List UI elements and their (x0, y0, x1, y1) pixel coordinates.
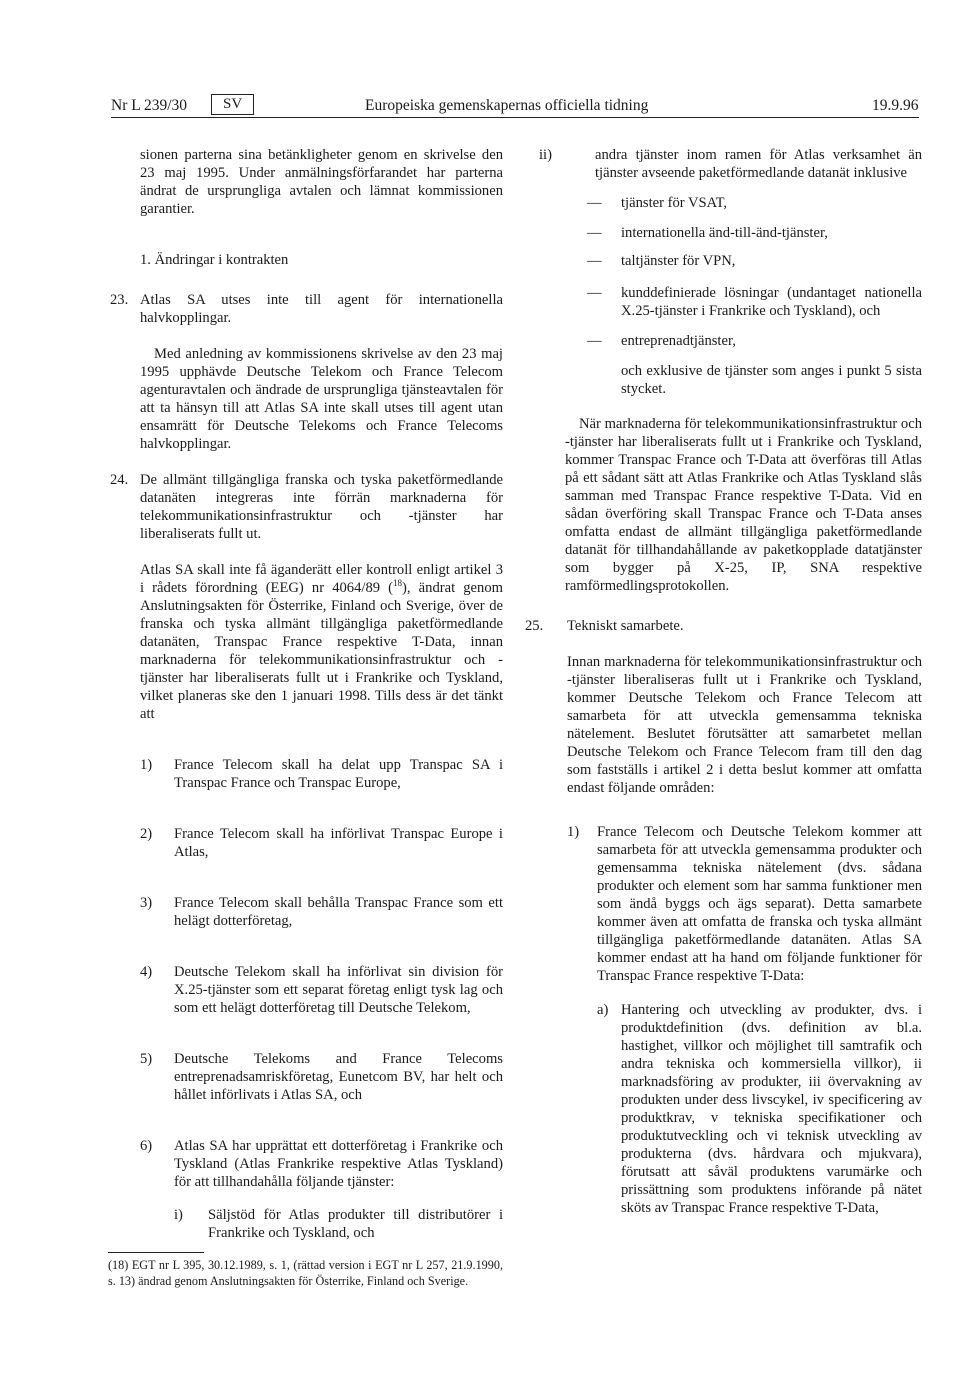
dash-mark: — (587, 225, 602, 241)
list-item-text: France Telecom skall ha införlivat Transpac Europe i Atlas, (174, 826, 503, 860)
list-item-label: 1) (140, 757, 153, 773)
list-item (140, 1137, 503, 1191)
paragraph-number: 23. (110, 292, 129, 308)
infrastructure-paragraph: När marknaderna för telekommunikationsinfrastruktur och -tjänster har liberaliserats fullt ut i Frankrike och Tyskland, kommer Transpac France och T-Data att överföras till Atlas på ett sådant sätt att Atlas Frankrike och Atlas Tyskland slås samman med Transpac France respektive T-Data. Vid en sådan överföring skall Transpac France och T-Data anses omfatta endast de allmänt tillgängliga paketförmedlande datanät för tillhandahållande av paketkopplade datatjänster som bygger på X-25, IP, SNA respektive ramförmedlingsprotokollen. (565, 416, 922, 594)
sub-list-item-text: Säljstöd för Atlas produkter till distributörer i Frankrike och Tyskland, och (208, 1207, 503, 1241)
sub-list-item (597, 1001, 922, 1217)
right-column (525, 146, 922, 1217)
sub-list-item-label: i) (174, 1207, 183, 1223)
list-item (140, 825, 503, 861)
dash-mark: — (587, 195, 602, 211)
paragraph-25 (525, 617, 922, 635)
sub-list-item-label: a) (597, 1002, 609, 1018)
journal-reference: Nr L 239/30 (111, 97, 188, 114)
paragraph-24-body (140, 561, 503, 723)
list-item-text: Deutsche Telekom skall ha införlivat sin division för X.25-tjänster som ett separat företag enligt tysk lag och som ett helägt dotterföretag till Deutsche Telekom, (174, 964, 503, 1016)
list-item-label: 3) (140, 895, 153, 911)
list-item-text: andra tjänster inom ramen för Atlas verksamhet än tjänster avseende paketförmedlande datanät inklusive (595, 147, 922, 181)
paragraph-23 (110, 291, 503, 327)
header-divider (111, 117, 919, 118)
paragraph-25-body: Innan marknaderna för telekommunikationsinfrastruktur och -tjänster liberaliseras fullt ut i Frankrike och Tyskland, kommer Deutsche Telekom och France Telecom att samarbeta för att utveckla gemensamma tekniska nätelement. Beslutet förutsätter att samarbetet mellan Deutsche Telekom och France Telecom fram till den dag som fastställs i artikel 2 i detta beslut kommer att omfatta endast följande områden: (567, 654, 922, 796)
paragraph-24 (110, 471, 503, 543)
paragraph-number: 25. (525, 618, 544, 634)
paragraph-23-body: Med anledning av kommissionens skrivelse av den 23 maj 1995 upphävde Deutsche Telekom och France Telecom agenturavtalen och ändrade de ursprungliga tjänsteavtalen för att ta hänsyn till att Atlas SA inte skall utses till agent utan ensamrätt för Deutsche Telekoms och France Telecoms halvkopplingar. (140, 346, 503, 452)
list-item-label: 4) (140, 964, 153, 980)
left-column (110, 146, 503, 1242)
list-item-label: 6) (140, 1138, 153, 1154)
list-item-text: France Telecom skall ha delat upp Transpac SA i Transpac France och Transpac Europe, (174, 757, 503, 791)
dash-text: entreprenadtjänster, (621, 333, 736, 349)
dash-text: tjänster för VSAT, (621, 195, 728, 211)
paragraph-25-heading: Tekniskt samarbete. (567, 618, 684, 634)
dash-mark: — (587, 333, 602, 349)
sub-list-item-text: Hantering och utveckling av produkter, dvs. i produktdefinition (dvs. definition av bl.a. hastighet, villkor och möjlighet till samtrafik och andra tekniska och kommersiella villkor), ii marknadsföring av produkter, iii övervakning av produkten under dess livscykel, iv specificering av produktkrav, v tekniska specifikationer och produktutveckling och vi teknisk utveckling av produkterna (dvs. hårdvara och mjukvara), förutsatt att såväl produktens varumärke och prissättning som produktens införande på nätet sköts av Transpac France respektive T-Data, (621, 1002, 922, 1216)
list-item (140, 756, 503, 792)
list-item-text: France Telecom och Deutsche Telekom kommer att samarbeta för att utveckla gemensamma produkter och gemensamma tekniska nätelement (dvs. sådana produkter och element som har samma funktioner men som ändå byggs och ägs separat). Detta samarbete kommer även att omfatta de franska och tyska allmänt tillgängliga paketförmedlande datanäten. Atlas SA kommer endast att ha hand om följande funktioner för Transpac France respektive T-Data: (597, 824, 922, 984)
footnote-text: EGT nr L 395, 30.12.1989, s. 1, (rättad version i EGT nr L 257, 21.9.1990, s. 13) ändrad genom Anslutningsakten för Österrike, Finland och Sverige. (108, 1258, 503, 1288)
list-item-ii-tail: och exklusive de tjänster som anges i punkt 5 sista stycket. (621, 363, 922, 397)
dash-item (587, 252, 922, 270)
list-item-text: Atlas SA har upprättat ett dotterföretag i Frankrike och Tyskland (Atlas Frankrike respektive Atlas Tyskland) för att tillhandahålla följande tjänster: (174, 1138, 503, 1190)
list-item-text: France Telecom skall behålla Transpac France som ett helägt dotterföretag, (174, 895, 503, 929)
footnote-marker: (18) (108, 1258, 129, 1272)
dash-item (587, 194, 922, 212)
intro-paragraph: sionen parterna sina betänkligheter genom en skrivelse den 23 maj 1995. Under anmälningsförfarandet har parterna ändrat de ursprungliga avtalen och lämnat kommissionen garantier. (140, 147, 503, 217)
footnote-reference[interactable]: 18 (393, 578, 403, 589)
paragraph-24-body-a: Atlas SA skall inte få äganderätt eller kontroll enligt artikel 3 i rådets förordning (EEG) nr 4064/89 ( (140, 562, 503, 596)
list-item-text: Deutsche Telekoms and France Telecoms entreprenadsamriskföretag, Eunetcom BV, har helt och hållet införlivats i Atlas SA, och (174, 1051, 503, 1103)
dash-mark: — (587, 285, 602, 301)
paragraph-24-lead: De allmänt tillgängliga franska och tyska paketförmedlande datanäten integreras inte förrän marknaderna för telekommunikationsinfrastruktur och -tjänster har liberaliserats fullt ut. (140, 472, 503, 542)
list-item-ii (539, 146, 922, 182)
list-item (567, 823, 922, 985)
dash-text: taltjänster för VPN, (621, 253, 736, 269)
dash-item (587, 224, 922, 242)
publication-date: 19.9.96 (872, 97, 919, 114)
list-item-label: ii) (539, 147, 552, 163)
sub-list-item (174, 1206, 503, 1242)
section-heading: 1. Ändringar i kontrakten (140, 252, 289, 268)
dash-text: kunddefinierade lösningar (undantaget nationella X.25-tjänster i Frankrike och Tyskland), och (621, 285, 922, 319)
list-item-label: 1) (567, 824, 580, 840)
dash-text: internationella änd-till-änd-tjänster, (621, 225, 828, 241)
list-item-label: 5) (140, 1051, 153, 1067)
list-item-label: 2) (140, 826, 153, 842)
dash-item (587, 332, 922, 350)
journal-title: Europeiska gemenskapernas officiella tidning (365, 97, 649, 114)
dash-mark: — (587, 253, 602, 269)
paragraph-23-lead: Atlas SA utses inte till agent för internationella halvkopplingar. (140, 292, 503, 326)
list-item (140, 963, 503, 1017)
footnote (108, 1258, 503, 1289)
language-badge: SV (211, 94, 254, 115)
dash-item (587, 284, 922, 320)
footnote-divider (108, 1252, 204, 1253)
paragraph-number: 24. (110, 472, 129, 488)
list-item (140, 1050, 503, 1104)
paragraph-24-body-b: ), ändrat genom Anslutningsakten för Österrike, Finland och Sverige, över de franska och tyska allmänt tillgängliga paketförmedlande datanäten, Transpac France respektive T-Data, innan marknaderna för telekommunikationsinfrastruktur och -tjänster har liberaliserats fullt ut i Frankrike och Tyskland, vilket planeras ske den 1 januari 1998. Tills dess är det tänkt att (140, 580, 503, 722)
list-item (140, 894, 503, 930)
